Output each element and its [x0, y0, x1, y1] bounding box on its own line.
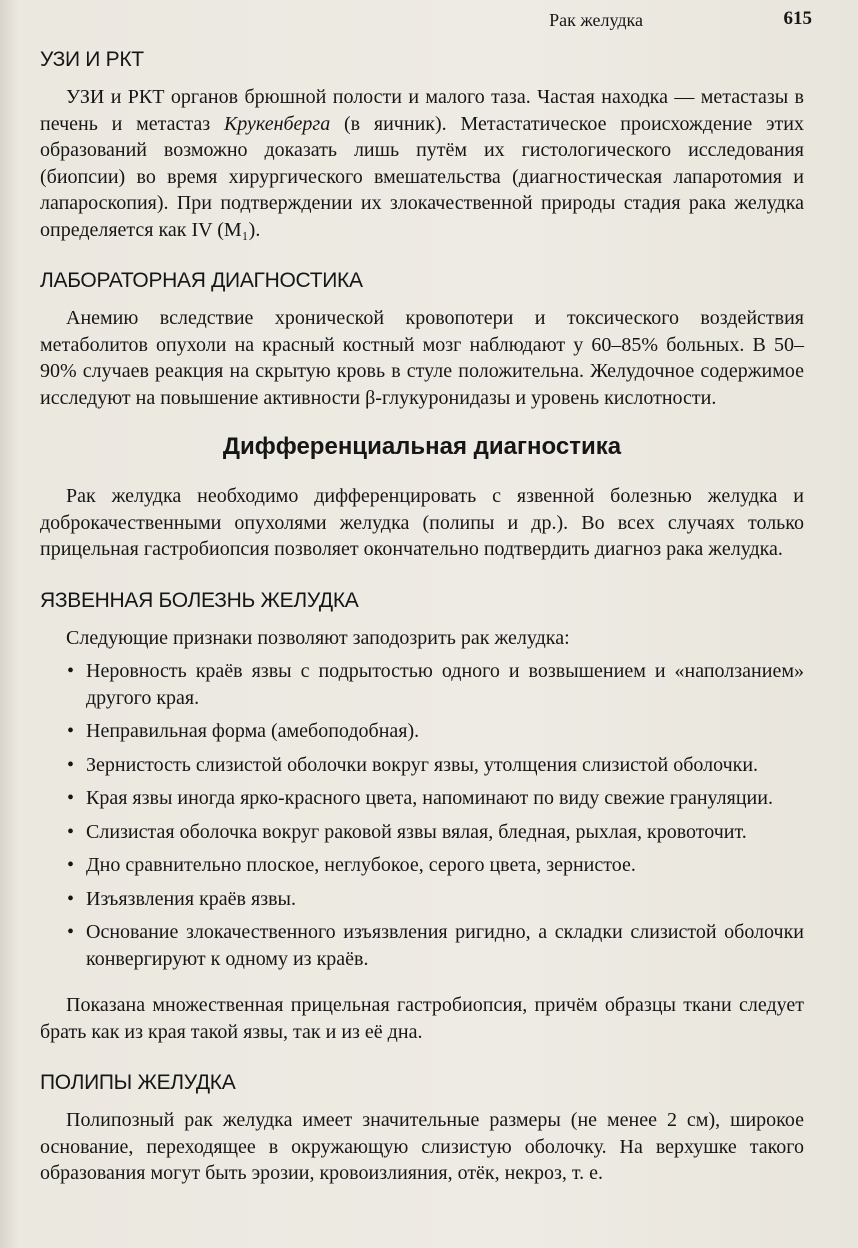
- paragraph-diff-text: Рак желудка необходимо дифференцировать с язвенной болезнью желудка и доброкачественными опухолями желудка (полипы и др.). Во всех случаях только прицельная гастробиопсия позволяет окончательно подтвердить диагноз рака желудка.: [40, 485, 804, 560]
- paragraph-lab: [40, 305, 804, 411]
- paragraph-ulcer-closing: [40, 992, 804, 1045]
- list-item-text: Неровность краёв язвы с подрытостью одного и возвышением и «наползанием» другого края.: [86, 660, 804, 709]
- paragraph-ulcer-closing-text: Показана множественная прицельная гастробиопсия, причём образцы ткани следует брать как из края такой язвы, так и из её дна.: [40, 994, 804, 1043]
- bullet-icon: •: [67, 787, 75, 809]
- list-item: [40, 718, 804, 745]
- bullet-icon: •: [67, 660, 75, 682]
- list-item: [40, 819, 804, 846]
- running-head: [40, 8, 818, 36]
- list-item-text: Дно сравнительно плоское, неглубокое, серого цвета, зернистое.: [86, 854, 636, 876]
- chapter-heading-diff: Дифференциальная диагностика: [222, 433, 622, 460]
- list-item: [40, 785, 804, 812]
- list-item: [40, 658, 804, 711]
- section-heading-ulcer: ЯЗВЕННАЯ БОЛЕЗНЬ ЖЕЛУДКА: [40, 588, 359, 612]
- running-head-title: Рак желудка: [549, 10, 643, 30]
- paragraph-ulcer-intro: [40, 625, 804, 652]
- paragraph-polyps-text: Полипозный рак желудка имеет значительные размеры (не менее 2 см), широкое основание, переходящее в окружающую слизистую оболочку. На верхушке такого образования могут быть эрозии, кровоизлияния, отёк, некроз, т. е.: [40, 1109, 804, 1184]
- list-item: [40, 919, 804, 972]
- list-item: [40, 852, 804, 879]
- bullet-icon: •: [67, 820, 75, 843]
- bullet-icon: •: [67, 854, 75, 876]
- ulcer-signs-list: [40, 658, 804, 972]
- list-item-text: Края язвы иногда ярко-красного цвета, напоминают по виду свежие грануляции.: [86, 787, 773, 809]
- section-heading-lab: ЛАБОРАТОРНАЯ ДИАГНОСТИКА: [40, 269, 363, 292]
- paragraph-diff: [40, 483, 804, 563]
- paragraph-ulcer-intro-text: Следующие признаки позволяют заподозрить рак желудка:: [66, 626, 570, 649]
- paragraph-lab-text: Анемию вследствие хронической кровопотери и токсического воздействия метаболитов опухоли на красный костный мозг наблюдают у 60–85% больных. В 50–90% случаев реакция на скрытую кровь в стуле положительна. Желудочное содержимое исследуют на повышение активности β-глукуронидазы и уровень кислотности.: [40, 307, 804, 409]
- bullet-icon: •: [67, 720, 75, 742]
- list-item: [40, 752, 804, 779]
- list-item-text: Неправильная форма (амебоподобная).: [86, 720, 420, 742]
- list-item-text: Основание злокачественного изъязвления ригидно, а складки слизистой оболочки конвергируют к одному из краёв.: [86, 921, 804, 970]
- bullet-icon: •: [67, 921, 75, 943]
- bullet-icon: •: [67, 887, 75, 910]
- list-item-text: Зернистость слизистой оболочки вокруг язвы, утолщения слизистой оболочки.: [86, 753, 759, 776]
- list-item: [40, 886, 804, 913]
- paragraph-polyps: [40, 1107, 804, 1187]
- list-item-text: Изъязвления краёв язвы.: [86, 887, 296, 910]
- section-heading-polyps: ПОЛИПЫ ЖЕЛУДКА: [40, 1071, 236, 1094]
- bullet-icon: •: [67, 753, 75, 776]
- page-number: 615: [783, 8, 812, 29]
- paragraph-uzi: [40, 84, 804, 243]
- list-item-text: Слизистая оболочка вокруг раковой язвы вялая, бледная, рыхлая, кровоточит.: [86, 820, 747, 843]
- section-heading-uzi: УЗИ И РКТ: [40, 48, 144, 71]
- page-content: [40, 46, 804, 1187]
- paragraph-uzi-text: УЗИ и РКТ органов брюшной полости и малого таза. Частая находка — метастазы в печень и метастаз Крукенберга (в яичник). Метастатическое происхождение этих образований возможно доказать лишь путём их гистологического исследования (биопсии) во время хирургического вмешательства (диагностическая лапаротомия и лапароскопия). При подтверждении их злокачественной природы стадия рака желудка определяется как IV (M₁).: [40, 86, 805, 241]
